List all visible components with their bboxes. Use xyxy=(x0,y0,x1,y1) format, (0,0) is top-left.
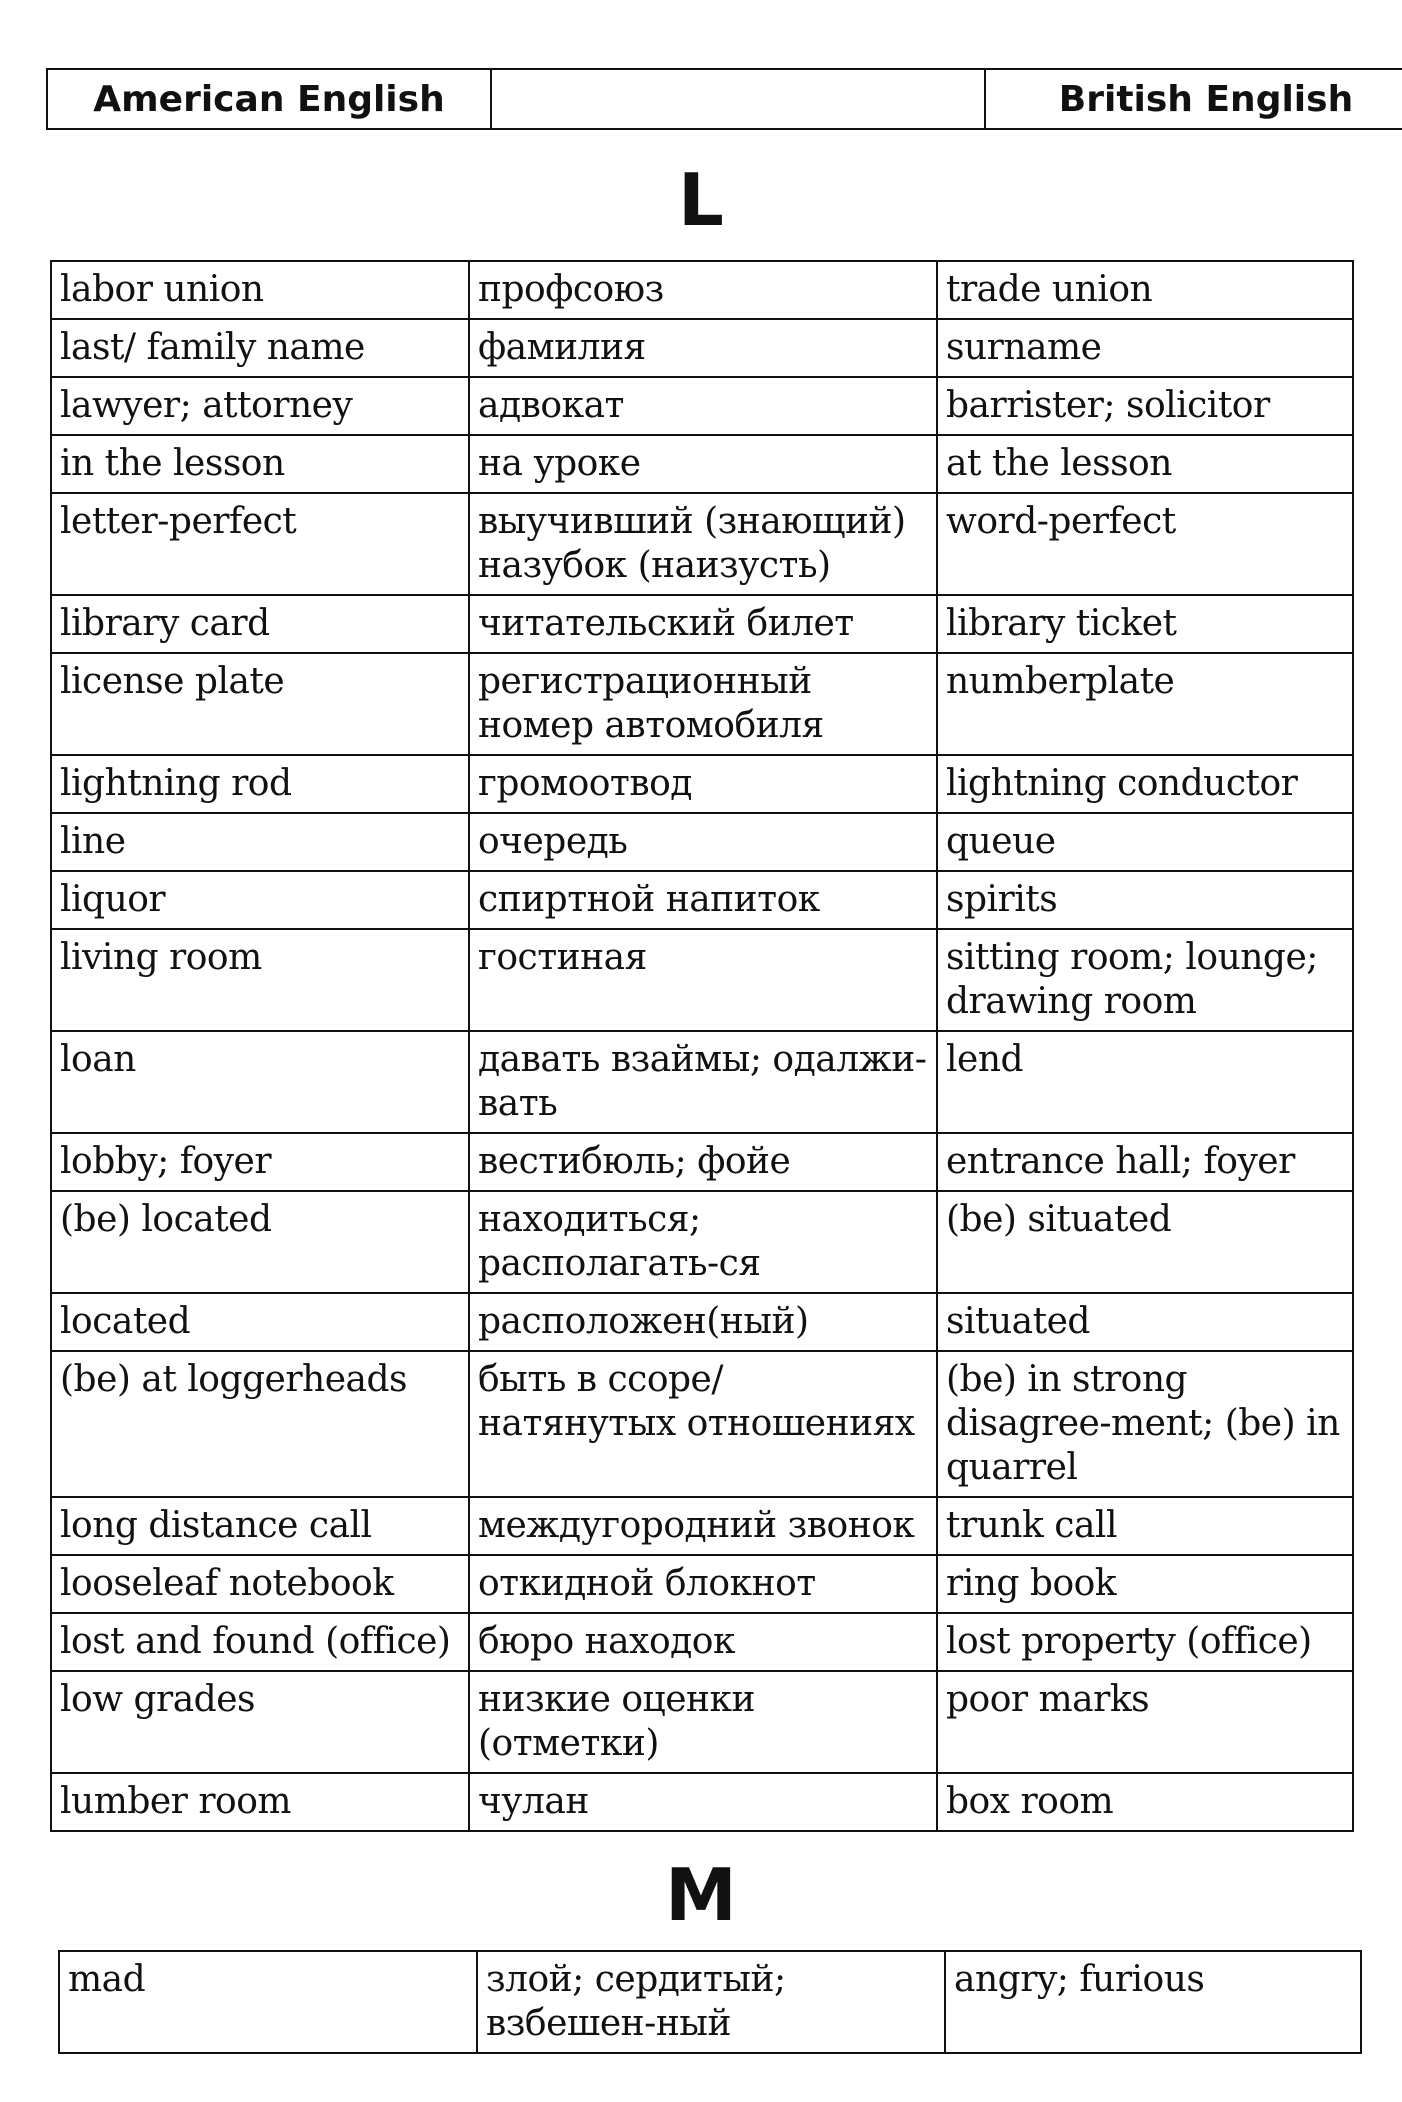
glossary-row xyxy=(51,595,1353,653)
russian-translation: гостиная xyxy=(469,929,937,1031)
glossary-row xyxy=(51,1497,1353,1555)
american-term: labor union xyxy=(51,261,469,319)
russian-translation: чулан xyxy=(469,1773,937,1831)
russian-translation: вестибюль; фойе xyxy=(469,1133,937,1191)
british-term: poor marks xyxy=(937,1671,1353,1773)
british-term: box room xyxy=(937,1773,1353,1831)
british-term: (be) situated xyxy=(937,1191,1353,1293)
header-british-english: British English xyxy=(985,69,1402,129)
glossary-row xyxy=(51,755,1353,813)
russian-translation: злой; сердитый; взбешен-ный xyxy=(477,1951,945,2053)
glossary-row xyxy=(51,1555,1353,1613)
british-term: spirits xyxy=(937,871,1353,929)
american-term: located xyxy=(51,1293,469,1351)
british-term: entrance hall; foyer xyxy=(937,1133,1353,1191)
glossary-row xyxy=(51,1133,1353,1191)
header-row xyxy=(47,69,1402,129)
glossary-row xyxy=(51,929,1353,1031)
glossary-row xyxy=(51,261,1353,319)
british-term: situated xyxy=(937,1293,1353,1351)
glossary-row xyxy=(51,319,1353,377)
glossary-row xyxy=(51,1191,1353,1293)
american-term: mad xyxy=(59,1951,477,2053)
british-term: ring book xyxy=(937,1555,1353,1613)
british-term: queue xyxy=(937,813,1353,871)
russian-translation: читательский билет xyxy=(469,595,937,653)
russian-translation: откидной блокнот xyxy=(469,1555,937,1613)
section-letter-l: L xyxy=(678,158,724,242)
american-term: line xyxy=(51,813,469,871)
british-term: sitting room; lounge; drawing room xyxy=(937,929,1353,1031)
glossary-table-m xyxy=(58,1950,1362,2054)
russian-translation: расположен(ный) xyxy=(469,1293,937,1351)
american-term: low grades xyxy=(51,1671,469,1773)
american-term: library card xyxy=(51,595,469,653)
british-term: lost property (office) xyxy=(937,1613,1353,1671)
american-term: lightning rod xyxy=(51,755,469,813)
section-letter-m: M xyxy=(665,1853,737,1937)
american-term: looseleaf notebook xyxy=(51,1555,469,1613)
russian-translation: адвокат xyxy=(469,377,937,435)
glossary-row xyxy=(51,1671,1353,1773)
glossary-row xyxy=(51,377,1353,435)
american-term: lumber room xyxy=(51,1773,469,1831)
american-term: lobby; foyer xyxy=(51,1133,469,1191)
glossary-row xyxy=(51,435,1353,493)
russian-translation: регистрационный номер автомобиля xyxy=(469,653,937,755)
american-term: (be) located xyxy=(51,1191,469,1293)
american-term: (be) at loggerheads xyxy=(51,1351,469,1497)
russian-translation: бюро находок xyxy=(469,1613,937,1671)
american-term: in the lesson xyxy=(51,435,469,493)
column-header xyxy=(46,68,1402,130)
american-term: letter-perfect xyxy=(51,493,469,595)
american-term: license plate xyxy=(51,653,469,755)
american-term: long distance call xyxy=(51,1497,469,1555)
russian-translation: профсоюз xyxy=(469,261,937,319)
british-term: word-perfect xyxy=(937,493,1353,595)
american-term: last/ family name xyxy=(51,319,469,377)
russian-translation: очередь xyxy=(469,813,937,871)
glossary-row xyxy=(51,493,1353,595)
british-term: lend xyxy=(937,1031,1353,1133)
glossary-row xyxy=(51,1351,1353,1497)
russian-translation: давать взаймы; одалжи-вать xyxy=(469,1031,937,1133)
russian-translation: фамилия xyxy=(469,319,937,377)
russian-translation: низкие оценки (отметки) xyxy=(469,1671,937,1773)
british-term: surname xyxy=(937,319,1353,377)
british-term: barrister; solicitor xyxy=(937,377,1353,435)
glossary-row xyxy=(51,871,1353,929)
american-term: lost and found (office) xyxy=(51,1613,469,1671)
russian-translation: междугородний звонок xyxy=(469,1497,937,1555)
british-term: at the lesson xyxy=(937,435,1353,493)
british-term: lightning conductor xyxy=(937,755,1353,813)
glossary-body-l xyxy=(51,261,1353,1831)
header-american-english: American English xyxy=(47,69,491,129)
british-term: trade union xyxy=(937,261,1353,319)
glossary-row xyxy=(51,1031,1353,1133)
russian-translation: на уроке xyxy=(469,435,937,493)
american-term: liquor xyxy=(51,871,469,929)
british-term: numberplate xyxy=(937,653,1353,755)
british-term: (be) in strong disagree-ment; (be) in quarrel xyxy=(937,1351,1353,1497)
russian-translation: выучивший (знающий) назубок (наизусть) xyxy=(469,493,937,595)
british-term: library ticket xyxy=(937,595,1353,653)
glossary-row xyxy=(51,653,1353,755)
american-term: loan xyxy=(51,1031,469,1133)
header-translation xyxy=(491,69,985,129)
glossary-body-m xyxy=(59,1951,1361,2053)
glossary-row xyxy=(59,1951,1361,2053)
british-term: trunk call xyxy=(937,1497,1353,1555)
russian-translation: быть в ссоре/ натянутых отношениях xyxy=(469,1351,937,1497)
glossary-row xyxy=(51,813,1353,871)
british-term: angry; furious xyxy=(945,1951,1361,2053)
glossary-row xyxy=(51,1773,1353,1831)
glossary-row xyxy=(51,1293,1353,1351)
american-term: lawyer; attorney xyxy=(51,377,469,435)
glossary-table-l xyxy=(50,260,1354,1832)
russian-translation: громоотвод xyxy=(469,755,937,813)
american-term: living room xyxy=(51,929,469,1031)
russian-translation: спиртной напиток xyxy=(469,871,937,929)
russian-translation: находиться; располагать-ся xyxy=(469,1191,937,1293)
glossary-row xyxy=(51,1613,1353,1671)
